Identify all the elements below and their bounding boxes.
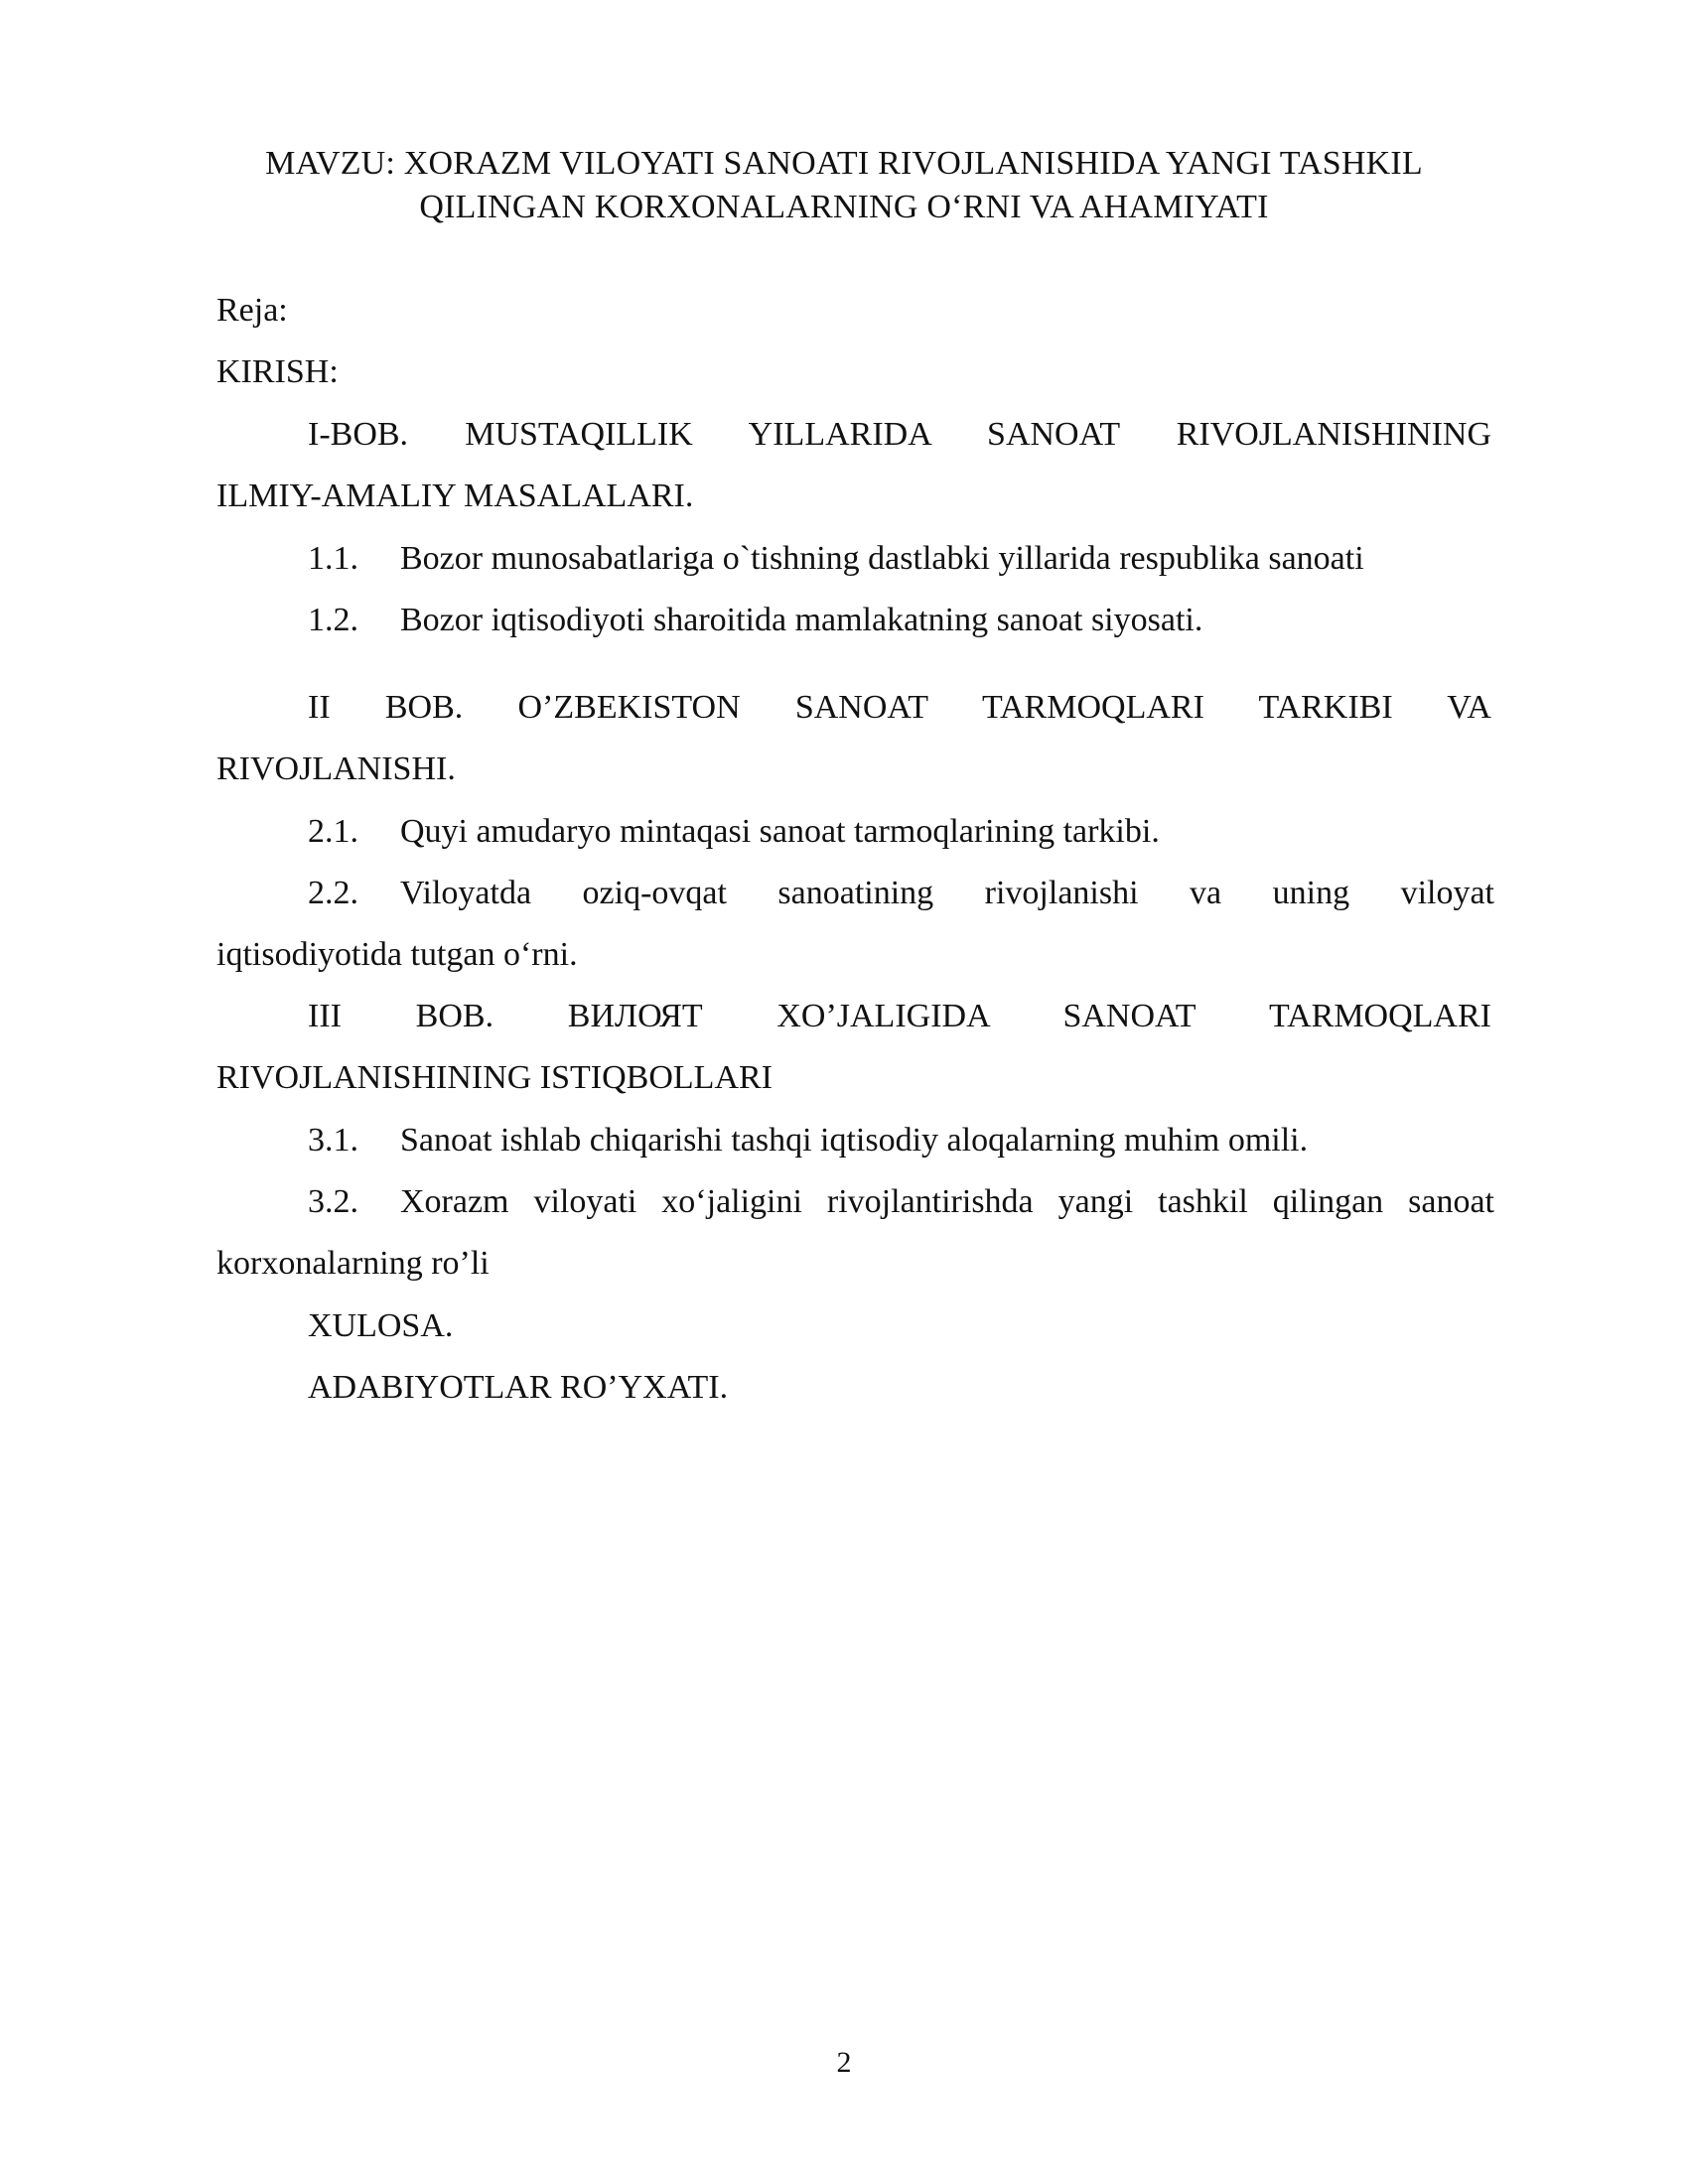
intro-heading: KIRISH: <box>216 353 339 390</box>
conclusion-heading: XULOSA. <box>308 1307 454 1344</box>
toc-item-3-1: Sanoat ishlab chiqarishi tashqi iqtisodiy aloqalarning muhim omili. <box>400 1122 1309 1159</box>
title-line-1: MAVZU: XORAZM VILOYATI SANOATI RIVOJLANISHIDA YANGI TASHKIL <box>265 145 1423 182</box>
toc-item-3-2-line1: Xorazm viloyati xo‘jaligini rivojlantirishda yangi tashkil qilingan sanoat <box>400 1183 1494 1220</box>
chapter1-heading-line2: ILMIY-AMALIY MASALALARI. <box>216 478 694 514</box>
chapter2-heading-line1: II BOB. O’ZBEKISTON SANOAT TARMOQLARI TARKIBI VA <box>308 689 1491 726</box>
document-title <box>199 142 1489 229</box>
chapter3-heading-line1: III BOB. ВИЛОЯТ XO’JALIGIDA SANOAT TARMOQLARI <box>308 998 1491 1034</box>
chapter1-heading-line1: I-BOB. MUSTAQILLIK YILLARIDA SANOAT RIVOJLANISHINING <box>308 416 1491 453</box>
page-number: 2 <box>836 2046 852 2079</box>
toc-number: 1.1. <box>308 540 358 577</box>
plan-label: Reja: <box>216 292 288 329</box>
toc-number: 3.2. <box>308 1183 358 1220</box>
toc-number: 3.1. <box>308 1122 358 1159</box>
toc-number: 2.1. <box>308 813 358 850</box>
toc-item-2-1: Quyi amudaryo mintaqasi sanoat tarmoqlarining tarkibi. <box>400 813 1160 850</box>
toc-item-2-2-line2: iqtisodiyotida tutgan o‘rni. <box>216 936 578 973</box>
toc-item-3-2-line2: korxonalarning ro’li <box>216 1245 490 1282</box>
title-line-2: QILINGAN KORXONALARNING O‘RNI VA AHAMIYATI <box>419 189 1269 225</box>
toc-number: 1.2. <box>308 602 358 638</box>
chapter2-heading-line2: RIVOJLANISHI. <box>216 751 456 787</box>
toc-item-1-1: Bozor munosabatlariga o`tishning dastlabki yillarida respublika sanoati <box>400 540 1364 577</box>
toc-item-2-2-line1: Viloyatda oziq-ovqat sanoatining rivojlanishi va uning viloyat <box>400 875 1494 911</box>
chapter3-heading-line2: RIVOJLANISHINING ISTIQBOLLARI <box>216 1059 774 1096</box>
references-heading: ADABIYOTLAR RO’YXATI. <box>308 1369 729 1406</box>
toc-item-1-2: Bozor iqtisodiyoti sharoitida mamlakatning sanoat siyosati. <box>400 602 1203 638</box>
toc-number: 2.2. <box>308 875 358 911</box>
